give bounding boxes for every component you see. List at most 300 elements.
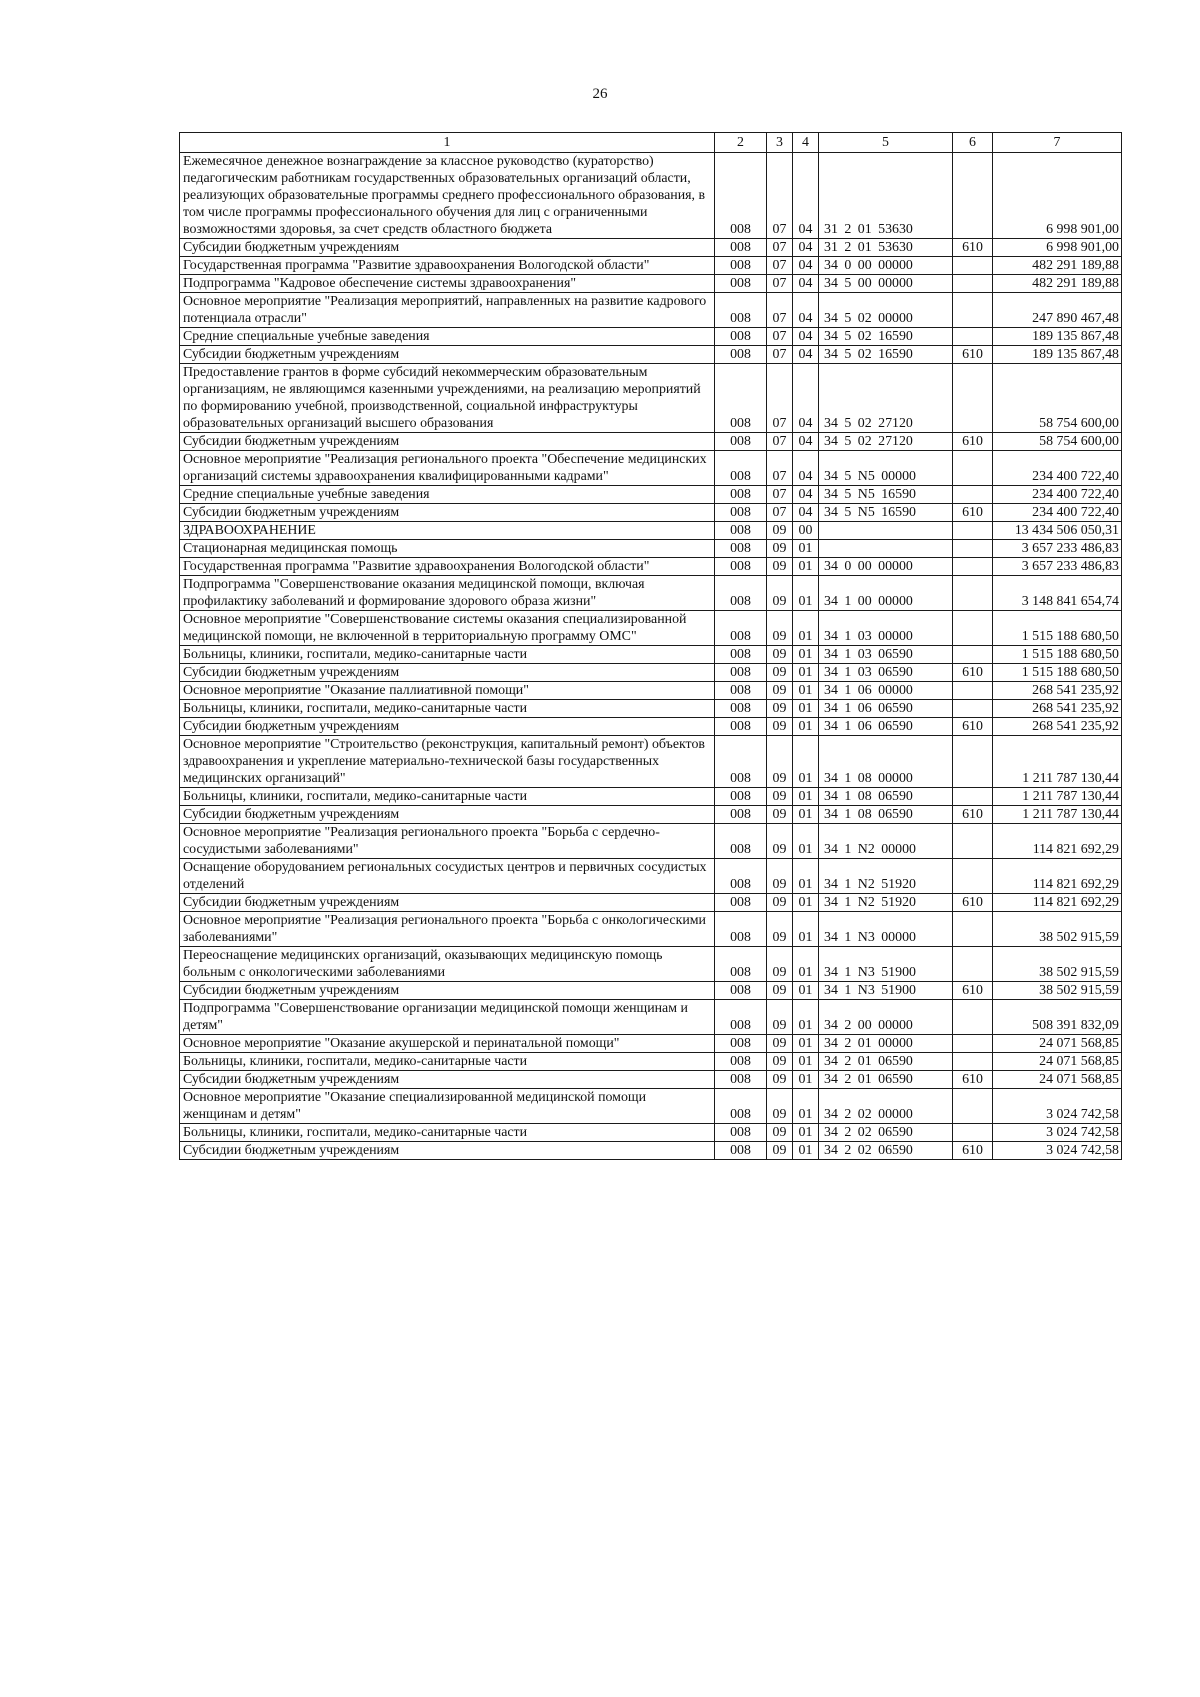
target-article-cell: 34 1 06 00000 — [819, 682, 953, 700]
row-name-cell: Предоставление грантов в форме субсидий некоммерческим образовательным организациям, не являющимся казенными учреждениями, на реализацию мероприятий по формированию учебной, производственной, социальной инфраструктуры образовательных организаций высшего образования — [180, 364, 715, 433]
table-row — [180, 433, 1122, 451]
section-code-cell: 09 — [767, 1000, 793, 1035]
subsection-code-cell: 01 — [793, 1053, 819, 1071]
expense-type-cell — [953, 522, 993, 540]
subsection-code-cell: 00 — [793, 522, 819, 540]
ministry-code-cell: 008 — [715, 736, 767, 788]
expense-type-cell — [953, 328, 993, 346]
target-article-cell: 34 1 N3 51900 — [819, 947, 953, 982]
subsection-code-cell: 01 — [793, 540, 819, 558]
row-name-cell: Субсидии бюджетным учреждениям — [180, 806, 715, 824]
table-row — [180, 328, 1122, 346]
section-code-cell: 07 — [767, 504, 793, 522]
expense-type-cell — [953, 859, 993, 894]
section-code-cell: 07 — [767, 364, 793, 433]
expense-type-cell — [953, 1089, 993, 1124]
subsection-code-cell: 04 — [793, 275, 819, 293]
table-row — [180, 718, 1122, 736]
target-article-cell: 34 1 N3 00000 — [819, 912, 953, 947]
target-article-cell: 34 1 00 00000 — [819, 576, 953, 611]
amount-cell: 482 291 189,88 — [993, 257, 1122, 275]
expense-type-cell — [953, 912, 993, 947]
row-name-cell: Субсидии бюджетным учреждениям — [180, 504, 715, 522]
expense-type-cell — [953, 1035, 993, 1053]
row-name-cell: Стационарная медицинская помощь — [180, 540, 715, 558]
row-name-cell: Основное мероприятие "Реализация регионального проекта "Борьба с онкологическими заболеваниями" — [180, 912, 715, 947]
ministry-code-cell: 008 — [715, 504, 767, 522]
amount-cell: 268 541 235,92 — [993, 718, 1122, 736]
expense-type-cell: 610 — [953, 433, 993, 451]
amount-cell: 3 148 841 654,74 — [993, 576, 1122, 611]
subsection-code-cell: 01 — [793, 700, 819, 718]
ministry-code-cell: 008 — [715, 486, 767, 504]
row-name-cell: Ежемесячное денежное вознаграждение за классное руководство (кураторство) педагогическим работникам государственных образовательных организаций области, реализующих образовательные программы среднего профессионального образования, в том числе программы профессионального обучения для лиц с ограниченными возможностями здоровья, за счет средств областного бюджета — [180, 153, 715, 239]
section-code-cell: 09 — [767, 576, 793, 611]
amount-cell: 1 515 188 680,50 — [993, 646, 1122, 664]
row-name-cell: Больницы, клиники, госпитали, медико-санитарные части — [180, 788, 715, 806]
table-row — [180, 1000, 1122, 1035]
table-row — [180, 346, 1122, 364]
table-row — [180, 700, 1122, 718]
table-row — [180, 611, 1122, 646]
table-row — [180, 1142, 1122, 1160]
amount-cell: 234 400 722,40 — [993, 504, 1122, 522]
table-row — [180, 153, 1122, 239]
table-row — [180, 736, 1122, 788]
amount-cell: 1 211 787 130,44 — [993, 736, 1122, 788]
target-article-cell: 34 2 02 00000 — [819, 1089, 953, 1124]
row-name-cell: Больницы, клиники, госпитали, медико-санитарные части — [180, 646, 715, 664]
column-header-6: 6 — [953, 133, 993, 153]
ministry-code-cell: 008 — [715, 275, 767, 293]
target-article-cell: 34 5 02 16590 — [819, 328, 953, 346]
amount-cell: 6 998 901,00 — [993, 239, 1122, 257]
amount-cell: 38 502 915,59 — [993, 912, 1122, 947]
row-name-cell: Субсидии бюджетным учреждениям — [180, 346, 715, 364]
table-row — [180, 646, 1122, 664]
row-name-cell: Государственная программа "Развитие здравоохранения Вологодской области" — [180, 257, 715, 275]
amount-cell: 114 821 692,29 — [993, 824, 1122, 859]
expense-type-cell — [953, 788, 993, 806]
expense-type-cell: 610 — [953, 1142, 993, 1160]
subsection-code-cell: 04 — [793, 433, 819, 451]
table-row — [180, 558, 1122, 576]
amount-cell: 247 890 467,48 — [993, 293, 1122, 328]
amount-cell: 13 434 506 050,31 — [993, 522, 1122, 540]
subsection-code-cell: 01 — [793, 1035, 819, 1053]
target-article-cell: 34 5 N5 16590 — [819, 486, 953, 504]
ministry-code-cell: 008 — [715, 364, 767, 433]
amount-cell: 6 998 901,00 — [993, 153, 1122, 239]
row-name-cell: Основное мероприятие "Совершенствование системы оказания специализированной медицинской помощи, не включенной в территориальную программу ОМС" — [180, 611, 715, 646]
target-article-cell — [819, 522, 953, 540]
table-row — [180, 504, 1122, 522]
table-row — [180, 806, 1122, 824]
row-name-cell: Субсидии бюджетным учреждениям — [180, 1142, 715, 1160]
table-row — [180, 293, 1122, 328]
subsection-code-cell: 01 — [793, 1071, 819, 1089]
row-name-cell: Переоснащение медицинских организаций, оказывающих медицинскую помощь больным с онкологическими заболеваниями — [180, 947, 715, 982]
expense-type-cell — [953, 646, 993, 664]
expense-type-cell — [953, 153, 993, 239]
table-row — [180, 824, 1122, 859]
section-code-cell: 07 — [767, 346, 793, 364]
ministry-code-cell: 008 — [715, 293, 767, 328]
section-code-cell: 09 — [767, 912, 793, 947]
amount-cell: 234 400 722,40 — [993, 451, 1122, 486]
table-row — [180, 664, 1122, 682]
row-name-cell: Подпрограмма "Совершенствование организации медицинской помощи женщинам и детям" — [180, 1000, 715, 1035]
amount-cell: 38 502 915,59 — [993, 982, 1122, 1000]
amount-cell: 234 400 722,40 — [993, 486, 1122, 504]
target-article-cell: 34 2 00 00000 — [819, 1000, 953, 1035]
section-code-cell: 09 — [767, 1071, 793, 1089]
target-article-cell: 34 5 02 27120 — [819, 364, 953, 433]
table-row — [180, 682, 1122, 700]
target-article-cell: 34 1 06 06590 — [819, 700, 953, 718]
section-code-cell: 09 — [767, 736, 793, 788]
expense-type-cell: 610 — [953, 982, 993, 1000]
amount-cell: 24 071 568,85 — [993, 1071, 1122, 1089]
row-name-cell: Субсидии бюджетным учреждениям — [180, 239, 715, 257]
subsection-code-cell: 01 — [793, 1000, 819, 1035]
table-body — [180, 153, 1122, 1160]
subsection-code-cell: 01 — [793, 558, 819, 576]
column-header-4: 4 — [793, 133, 819, 153]
ministry-code-cell: 008 — [715, 1089, 767, 1124]
target-article-cell: 34 5 N5 00000 — [819, 451, 953, 486]
ministry-code-cell: 008 — [715, 859, 767, 894]
amount-cell: 1 515 188 680,50 — [993, 611, 1122, 646]
table-row — [180, 275, 1122, 293]
amount-cell: 3 024 742,58 — [993, 1089, 1122, 1124]
section-code-cell: 09 — [767, 1142, 793, 1160]
table-row — [180, 1035, 1122, 1053]
amount-cell: 268 541 235,92 — [993, 700, 1122, 718]
amount-cell: 58 754 600,00 — [993, 433, 1122, 451]
amount-cell: 24 071 568,85 — [993, 1035, 1122, 1053]
expense-type-cell — [953, 947, 993, 982]
row-name-cell: Субсидии бюджетным учреждениям — [180, 433, 715, 451]
amount-cell: 3 657 233 486,83 — [993, 558, 1122, 576]
section-code-cell: 07 — [767, 275, 793, 293]
expense-type-cell — [953, 257, 993, 275]
expense-type-cell — [953, 700, 993, 718]
section-code-cell: 09 — [767, 788, 793, 806]
row-name-cell: Подпрограмма "Кадровое обеспечение системы здравоохранения" — [180, 275, 715, 293]
section-code-cell: 09 — [767, 522, 793, 540]
ministry-code-cell: 008 — [715, 611, 767, 646]
subsection-code-cell: 04 — [793, 328, 819, 346]
subsection-code-cell: 01 — [793, 1124, 819, 1142]
row-name-cell: Субсидии бюджетным учреждениям — [180, 664, 715, 682]
expense-type-cell: 610 — [953, 806, 993, 824]
expense-type-cell — [953, 576, 993, 611]
subsection-code-cell: 01 — [793, 806, 819, 824]
amount-cell: 38 502 915,59 — [993, 947, 1122, 982]
target-article-cell: 34 1 08 00000 — [819, 736, 953, 788]
table-row — [180, 239, 1122, 257]
row-name-cell: Оснащение оборудованием региональных сосудистых центров и первичных сосудистых отделений — [180, 859, 715, 894]
ministry-code-cell: 008 — [715, 806, 767, 824]
subsection-code-cell: 01 — [793, 947, 819, 982]
row-name-cell: Субсидии бюджетным учреждениям — [180, 718, 715, 736]
ministry-code-cell: 008 — [715, 576, 767, 611]
row-name-cell: Основное мероприятие "Реализация регионального проекта "Обеспечение медицинских организаций системы здравоохранения квалифицированными кадрами" — [180, 451, 715, 486]
section-code-cell: 09 — [767, 682, 793, 700]
section-code-cell: 09 — [767, 1053, 793, 1071]
expense-type-cell — [953, 824, 993, 859]
amount-cell: 3 024 742,58 — [993, 1142, 1122, 1160]
target-article-cell: 34 2 02 06590 — [819, 1124, 953, 1142]
amount-cell: 1 211 787 130,44 — [993, 806, 1122, 824]
subsection-code-cell: 01 — [793, 611, 819, 646]
amount-cell: 189 135 867,48 — [993, 346, 1122, 364]
ministry-code-cell: 008 — [715, 1000, 767, 1035]
column-header-3: 3 — [767, 133, 793, 153]
row-name-cell: Субсидии бюджетным учреждениям — [180, 1071, 715, 1089]
amount-cell: 3 657 233 486,83 — [993, 540, 1122, 558]
subsection-code-cell: 01 — [793, 576, 819, 611]
row-name-cell: Основное мероприятие "Оказание специализированной медицинской помощи женщинам и детям" — [180, 1089, 715, 1124]
target-article-cell: 34 1 N2 00000 — [819, 824, 953, 859]
ministry-code-cell: 008 — [715, 982, 767, 1000]
ministry-code-cell: 008 — [715, 1053, 767, 1071]
ministry-code-cell: 008 — [715, 1071, 767, 1089]
subsection-code-cell: 01 — [793, 894, 819, 912]
ministry-code-cell: 008 — [715, 646, 767, 664]
subsection-code-cell: 04 — [793, 451, 819, 486]
amount-cell: 268 541 235,92 — [993, 682, 1122, 700]
subsection-code-cell: 01 — [793, 788, 819, 806]
ministry-code-cell: 008 — [715, 912, 767, 947]
table-row — [180, 1124, 1122, 1142]
table-row — [180, 540, 1122, 558]
target-article-cell: 34 0 00 00000 — [819, 257, 953, 275]
ministry-code-cell: 008 — [715, 1142, 767, 1160]
row-name-cell: Основное мероприятие "Оказание паллиативной помощи" — [180, 682, 715, 700]
row-name-cell: Больницы, клиники, госпитали, медико-санитарные части — [180, 1124, 715, 1142]
amount-cell: 1 515 188 680,50 — [993, 664, 1122, 682]
section-code-cell: 09 — [767, 646, 793, 664]
target-article-cell: 34 5 02 00000 — [819, 293, 953, 328]
section-code-cell: 09 — [767, 1124, 793, 1142]
target-article-cell: 34 2 01 06590 — [819, 1071, 953, 1089]
section-code-cell: 09 — [767, 859, 793, 894]
subsection-code-cell: 01 — [793, 664, 819, 682]
subsection-code-cell: 04 — [793, 153, 819, 239]
target-article-cell: 34 2 01 06590 — [819, 1053, 953, 1071]
row-name-cell: Подпрограмма "Совершенствование оказания медицинской помощи, включая профилактику заболеваний и формирование здорового образа жизни" — [180, 576, 715, 611]
table-row — [180, 947, 1122, 982]
section-code-cell: 09 — [767, 947, 793, 982]
amount-cell: 3 024 742,58 — [993, 1124, 1122, 1142]
section-code-cell: 09 — [767, 558, 793, 576]
row-name-cell: Субсидии бюджетным учреждениям — [180, 982, 715, 1000]
subsection-code-cell: 01 — [793, 824, 819, 859]
expense-type-cell — [953, 682, 993, 700]
row-name-cell: Субсидии бюджетным учреждениям — [180, 894, 715, 912]
target-article-cell: 34 5 N5 16590 — [819, 504, 953, 522]
section-code-cell: 09 — [767, 611, 793, 646]
subsection-code-cell: 01 — [793, 1142, 819, 1160]
ministry-code-cell: 008 — [715, 540, 767, 558]
column-header-5: 5 — [819, 133, 953, 153]
subsection-code-cell: 04 — [793, 486, 819, 504]
section-code-cell: 09 — [767, 718, 793, 736]
column-header-2: 2 — [715, 133, 767, 153]
table-row — [180, 576, 1122, 611]
subsection-code-cell: 01 — [793, 718, 819, 736]
expense-type-cell — [953, 558, 993, 576]
table-row — [180, 788, 1122, 806]
row-name-cell: Средние специальные учебные заведения — [180, 486, 715, 504]
subsection-code-cell: 04 — [793, 346, 819, 364]
ministry-code-cell: 008 — [715, 522, 767, 540]
target-article-cell: 34 2 01 00000 — [819, 1035, 953, 1053]
ministry-code-cell: 008 — [715, 153, 767, 239]
ministry-code-cell: 008 — [715, 257, 767, 275]
subsection-code-cell: 01 — [793, 736, 819, 788]
amount-cell: 1 211 787 130,44 — [993, 788, 1122, 806]
table-row — [180, 522, 1122, 540]
row-name-cell: ЗДРАВООХРАНЕНИЕ — [180, 522, 715, 540]
table-row — [180, 1089, 1122, 1124]
ministry-code-cell: 008 — [715, 451, 767, 486]
subsection-code-cell: 04 — [793, 239, 819, 257]
page-number: 26 — [592, 86, 608, 102]
subsection-code-cell: 04 — [793, 257, 819, 275]
expense-type-cell: 610 — [953, 504, 993, 522]
target-article-cell: 34 0 00 00000 — [819, 558, 953, 576]
table-row — [180, 982, 1122, 1000]
expense-type-cell — [953, 293, 993, 328]
table-row — [180, 859, 1122, 894]
table-row — [180, 451, 1122, 486]
target-article-cell: 34 1 06 06590 — [819, 718, 953, 736]
table-row — [180, 1053, 1122, 1071]
target-article-cell: 34 5 02 16590 — [819, 346, 953, 364]
row-name-cell: Основное мероприятие "Оказание акушерской и перинатальной помощи" — [180, 1035, 715, 1053]
table-row — [180, 364, 1122, 433]
section-code-cell: 09 — [767, 894, 793, 912]
amount-cell: 482 291 189,88 — [993, 275, 1122, 293]
expense-type-cell — [953, 486, 993, 504]
expense-type-cell — [953, 275, 993, 293]
section-code-cell: 07 — [767, 257, 793, 275]
amount-cell: 114 821 692,29 — [993, 859, 1122, 894]
header-row — [180, 133, 1122, 153]
amount-cell: 508 391 832,09 — [993, 1000, 1122, 1035]
target-article-cell: 34 5 02 27120 — [819, 433, 953, 451]
section-code-cell: 09 — [767, 806, 793, 824]
row-name-cell: Государственная программа "Развитие здравоохранения Вологодской области" — [180, 558, 715, 576]
subsection-code-cell: 01 — [793, 982, 819, 1000]
column-header-7: 7 — [993, 133, 1122, 153]
expense-type-cell: 610 — [953, 664, 993, 682]
target-article-cell: 34 1 08 06590 — [819, 806, 953, 824]
ministry-code-cell: 008 — [715, 346, 767, 364]
ministry-code-cell: 008 — [715, 1124, 767, 1142]
expense-type-cell: 610 — [953, 718, 993, 736]
section-code-cell: 07 — [767, 486, 793, 504]
target-article-cell: 31 2 01 53630 — [819, 239, 953, 257]
amount-cell: 24 071 568,85 — [993, 1053, 1122, 1071]
target-article-cell: 34 5 00 00000 — [819, 275, 953, 293]
section-code-cell: 07 — [767, 239, 793, 257]
section-code-cell: 09 — [767, 824, 793, 859]
subsection-code-cell: 04 — [793, 504, 819, 522]
ministry-code-cell: 008 — [715, 824, 767, 859]
subsection-code-cell: 01 — [793, 682, 819, 700]
section-code-cell: 07 — [767, 153, 793, 239]
amount-cell: 189 135 867,48 — [993, 328, 1122, 346]
ministry-code-cell: 008 — [715, 894, 767, 912]
subsection-code-cell: 01 — [793, 859, 819, 894]
expense-type-cell — [953, 1124, 993, 1142]
subsection-code-cell: 04 — [793, 293, 819, 328]
target-article-cell: 34 1 N2 51920 — [819, 894, 953, 912]
section-code-cell: 07 — [767, 451, 793, 486]
table-row — [180, 486, 1122, 504]
expense-type-cell — [953, 451, 993, 486]
table-row — [180, 257, 1122, 275]
column-header-1: 1 — [180, 133, 715, 153]
ministry-code-cell: 008 — [715, 328, 767, 346]
amount-cell: 58 754 600,00 — [993, 364, 1122, 433]
expense-type-cell — [953, 1000, 993, 1035]
target-article-cell: 34 1 03 06590 — [819, 646, 953, 664]
section-code-cell: 07 — [767, 433, 793, 451]
subsection-code-cell: 04 — [793, 364, 819, 433]
row-name-cell: Больницы, клиники, госпитали, медико-санитарные части — [180, 700, 715, 718]
ministry-code-cell: 008 — [715, 700, 767, 718]
amount-cell: 114 821 692,29 — [993, 894, 1122, 912]
row-name-cell: Основное мероприятие "Строительство (реконструкция, капитальный ремонт) объектов здравоохранения и укрепление материально-технической базы государственных медицинских организаций" — [180, 736, 715, 788]
ministry-code-cell: 008 — [715, 788, 767, 806]
section-code-cell: 09 — [767, 540, 793, 558]
ministry-code-cell: 008 — [715, 558, 767, 576]
ministry-code-cell: 008 — [715, 718, 767, 736]
section-code-cell: 09 — [767, 1035, 793, 1053]
ministry-code-cell: 008 — [715, 682, 767, 700]
expense-type-cell — [953, 1053, 993, 1071]
subsection-code-cell: 01 — [793, 646, 819, 664]
ministry-code-cell: 008 — [715, 1035, 767, 1053]
expense-type-cell — [953, 540, 993, 558]
target-article-cell: 34 2 02 06590 — [819, 1142, 953, 1160]
row-name-cell: Основное мероприятие "Реализация регионального проекта "Борьба с сердечно-сосудистыми заболеваниями" — [180, 824, 715, 859]
ministry-code-cell: 008 — [715, 664, 767, 682]
expense-type-cell: 610 — [953, 894, 993, 912]
expense-type-cell — [953, 611, 993, 646]
expense-type-cell — [953, 736, 993, 788]
row-name-cell: Средние специальные учебные заведения — [180, 328, 715, 346]
target-article-cell: 34 1 03 06590 — [819, 664, 953, 682]
table-row — [180, 894, 1122, 912]
target-article-cell — [819, 540, 953, 558]
budget-table — [179, 132, 1122, 1160]
target-article-cell: 31 2 01 53630 — [819, 153, 953, 239]
target-article-cell: 34 1 08 06590 — [819, 788, 953, 806]
target-article-cell: 34 1 N2 51920 — [819, 859, 953, 894]
section-code-cell: 09 — [767, 700, 793, 718]
expense-type-cell: 610 — [953, 1071, 993, 1089]
subsection-code-cell: 01 — [793, 1089, 819, 1124]
table-row — [180, 1071, 1122, 1089]
section-code-cell: 09 — [767, 1089, 793, 1124]
expense-type-cell: 610 — [953, 239, 993, 257]
